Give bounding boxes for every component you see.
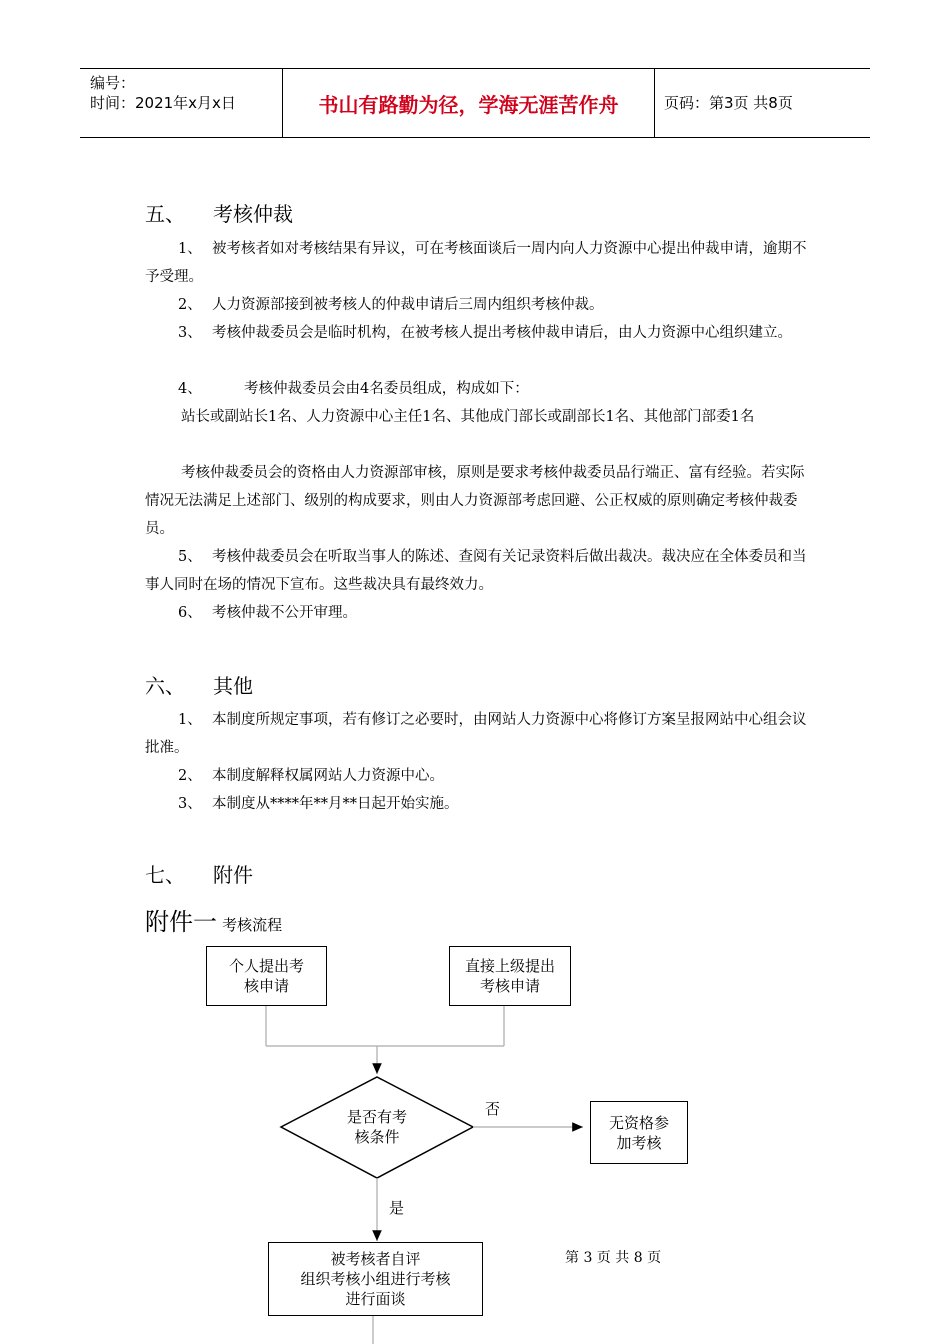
section-heading-6: 六、 其他: [145, 674, 253, 698]
paragraph-item: 4、 考核仲裁委员会由4名委员组成，构成如下：: [178, 381, 529, 397]
footer-page-number: 第 3 页 共 8 页: [565, 1250, 662, 1266]
paragraph-item: 2、 人力资源部接到被考核人的仲裁申请后三周内组织考核仲裁。: [178, 297, 604, 313]
paragraph-item: 5、 考核仲裁委员会在听取当事人的陈述、查阅有关记录资料后做出裁决。裁决应在全体委员和当事人同时在场的情况下宣布。这些裁决具有最终效力。: [145, 549, 807, 593]
flow-box-superior-request: 直接上级提出 考核申请: [449, 946, 571, 1006]
paragraph-composition: 站长或副站长1名、人力资源中心主任1名、其他成门部长或副部长1名、其他部门部委1名: [181, 409, 755, 425]
doc-time-label: 时间：2021年x月x日: [90, 94, 236, 112]
paragraph-item: 6、 考核仲裁不公开审理。: [178, 605, 357, 621]
attachment-subtitle: 考核流程: [222, 916, 283, 934]
paragraph-item: 3、 考核仲裁委员会是临时机构，在被考核人提出考核仲裁申请后，由人力资源中心组织建立。: [178, 325, 792, 341]
branch-yes-label: 是: [389, 1199, 405, 1217]
flow-box-unqualified: 无资格参 加考核: [590, 1101, 688, 1164]
header-page-info: 页码：第3页 共8页: [664, 94, 793, 112]
header-motto: 书山有路勤为径，学海无涯苦作舟: [318, 93, 619, 117]
attachment-title: 附件一: [145, 908, 217, 936]
paragraph-item: 2、 本制度解释权属网站人力资源中心。: [178, 768, 444, 784]
flow-box-self-evaluation: 被考核者自评 组织考核小组进行考核 进行面谈: [268, 1242, 483, 1316]
paragraph-item: 1、 本制度所规定事项，若有修订之必要时，由网站人力资源中心将修订方案呈报网站中心组会议批准。: [145, 712, 807, 756]
section-heading-5: 五、 考核仲裁: [145, 202, 293, 226]
paragraph-item: 3、 本制度从****年**月**日起开始实施。: [178, 796, 459, 812]
decision-label: 是否有考 核条件: [346, 1108, 407, 1146]
flow-box-personal-request: 个人提出考 核申请: [206, 946, 327, 1006]
doc-code-label: 编号：: [90, 74, 136, 92]
branch-no-label: 否: [485, 1100, 501, 1118]
paragraph-qualification: 考核仲裁委员会的资格由人力资源部审核，原则是要求考核仲裁委员品行端正、富有经验。若实际情况无法满足上述部门、级别的构成要求，则由人力资源部考虑回避、公正权威的原则确定考核仲裁委员。: [145, 465, 805, 537]
section-heading-7: 七、 附件: [145, 863, 253, 887]
paragraph-item: 1、 被考核者如对考核结果有异议，可在考核面谈后一周内向人力资源中心提出仲裁申请，逾期不予受理。: [145, 241, 807, 285]
